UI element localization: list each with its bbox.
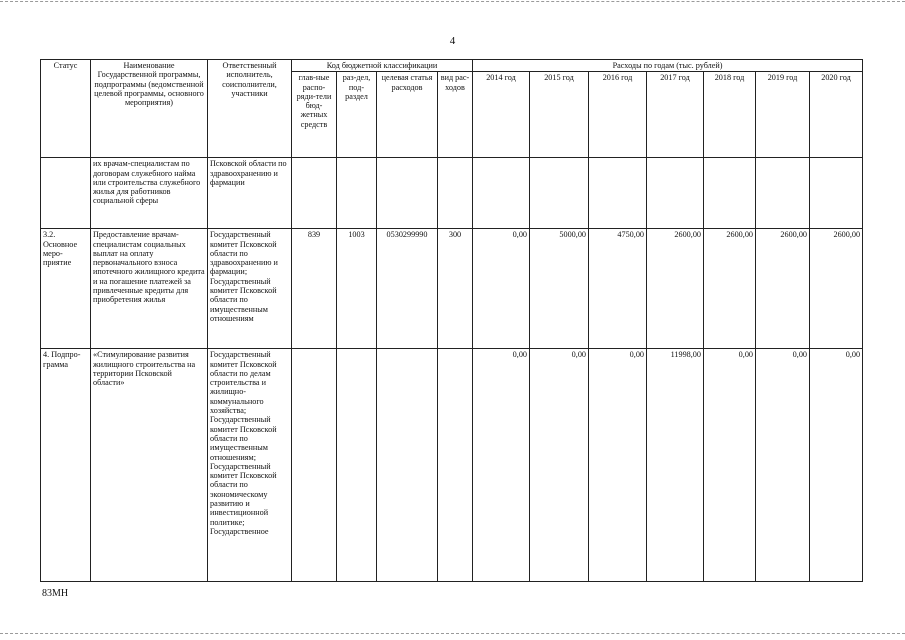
header-year: 2018 год bbox=[704, 72, 756, 158]
cell-status: 3.2. Основное меро-приятие bbox=[41, 229, 91, 349]
header-row-1 bbox=[41, 60, 863, 72]
table-row bbox=[41, 158, 863, 229]
header-year: 2015 год bbox=[530, 72, 589, 158]
cell-value: 0,00 bbox=[756, 349, 810, 582]
cell-value: 2600,00 bbox=[704, 229, 756, 349]
cell-responsible: Государственный комитет Псковской области по делам строительства и жилищно-коммунального хозяйства; Государственный комитет Псковской области по имущественным отношениям; Государственный комитет Псковской области по экономическому развитию и инвестиционной политике; Государственное bbox=[208, 349, 292, 582]
cell-value: 2600,00 bbox=[647, 229, 704, 349]
header-gr: глав-ные распо-ряди-тели бюд-жетных средств bbox=[292, 72, 337, 158]
cell-value: 0,00 bbox=[473, 229, 530, 349]
header-status: Статус bbox=[41, 60, 91, 158]
cell-value: 2600,00 bbox=[756, 229, 810, 349]
cell-value: 0,00 bbox=[473, 349, 530, 582]
header-year: 2020 год bbox=[810, 72, 863, 158]
cell-value bbox=[473, 158, 530, 229]
header-vr: вид рас-ходов bbox=[438, 72, 473, 158]
header-year: 2014 год bbox=[473, 72, 530, 158]
cell-value bbox=[756, 158, 810, 229]
cell-value: 11998,00 bbox=[647, 349, 704, 582]
cell-responsible: Псковской области по здравоохранению и фармации bbox=[208, 158, 292, 229]
cell-responsible: Государственный комитет Псковской области по здравоохранению и фармации; Государственный комитет Псковской области по имущественным отношениям bbox=[208, 229, 292, 349]
cell-value: 0,00 bbox=[589, 349, 647, 582]
table-row bbox=[41, 229, 863, 349]
scan-edge-bottom bbox=[0, 633, 905, 634]
cell-value: 4750,00 bbox=[589, 229, 647, 349]
cell-value bbox=[530, 158, 589, 229]
cell-vr bbox=[438, 349, 473, 582]
cell-value: 0,00 bbox=[810, 349, 863, 582]
cell-rz bbox=[337, 158, 377, 229]
header-year: 2016 год bbox=[589, 72, 647, 158]
cell-value bbox=[810, 158, 863, 229]
cell-status: 4. Подпро-грамма bbox=[41, 349, 91, 582]
header-rz: раз-дел, под-раздел bbox=[337, 72, 377, 158]
cell-gr bbox=[292, 158, 337, 229]
header-budget-code-group: Код бюджетной классификации bbox=[292, 60, 473, 72]
cell-cs bbox=[377, 349, 438, 582]
cell-value: 5000,00 bbox=[530, 229, 589, 349]
cell-value: 0,00 bbox=[530, 349, 589, 582]
page-number: 4 bbox=[449, 35, 456, 47]
cell-gr: 839 bbox=[292, 229, 337, 349]
cell-cs bbox=[377, 158, 438, 229]
header-expenses-group: Расходы по годам (тыс. рублей) bbox=[473, 60, 863, 72]
cell-value bbox=[589, 158, 647, 229]
header-year: 2017 год bbox=[647, 72, 704, 158]
header-name: Наименование Государственной программы, подпрограммы (ведомственной целевой программы, основного мероприятия) bbox=[91, 60, 208, 158]
table-row bbox=[41, 349, 863, 582]
header-cs: целевая статья расходов bbox=[377, 72, 438, 158]
cell-rz: 1003 bbox=[337, 229, 377, 349]
cell-value: 0,00 bbox=[704, 349, 756, 582]
cell-vr: 300 bbox=[438, 229, 473, 349]
cell-value bbox=[647, 158, 704, 229]
cell-name: Предоставление врачам-специалистам социальных выплат на оплату первоначального взноса ипотечного жилищного кредита и на погашение платежей за привлеченные кредиты для приобретения жилья bbox=[91, 229, 208, 349]
header-year: 2019 год bbox=[756, 72, 810, 158]
footer-code: 83МН bbox=[42, 588, 69, 599]
cell-gr bbox=[292, 349, 337, 582]
cell-name: их врачам-специалистам по договорам служебного найма или строительства служебного жилья для работников социальной сферы bbox=[91, 158, 208, 229]
scan-edge-top bbox=[0, 1, 905, 2]
cell-value bbox=[704, 158, 756, 229]
cell-status bbox=[41, 158, 91, 229]
budget-table bbox=[40, 59, 863, 582]
cell-rz bbox=[337, 349, 377, 582]
cell-cs: 0530299990 bbox=[377, 229, 438, 349]
cell-name: «Стимулирование развития жилищного строительства на территории Псковской области» bbox=[91, 349, 208, 582]
cell-vr bbox=[438, 158, 473, 229]
header-responsible: Ответственный исполнитель, соисполнители, участники bbox=[208, 60, 292, 158]
cell-value: 2600,00 bbox=[810, 229, 863, 349]
